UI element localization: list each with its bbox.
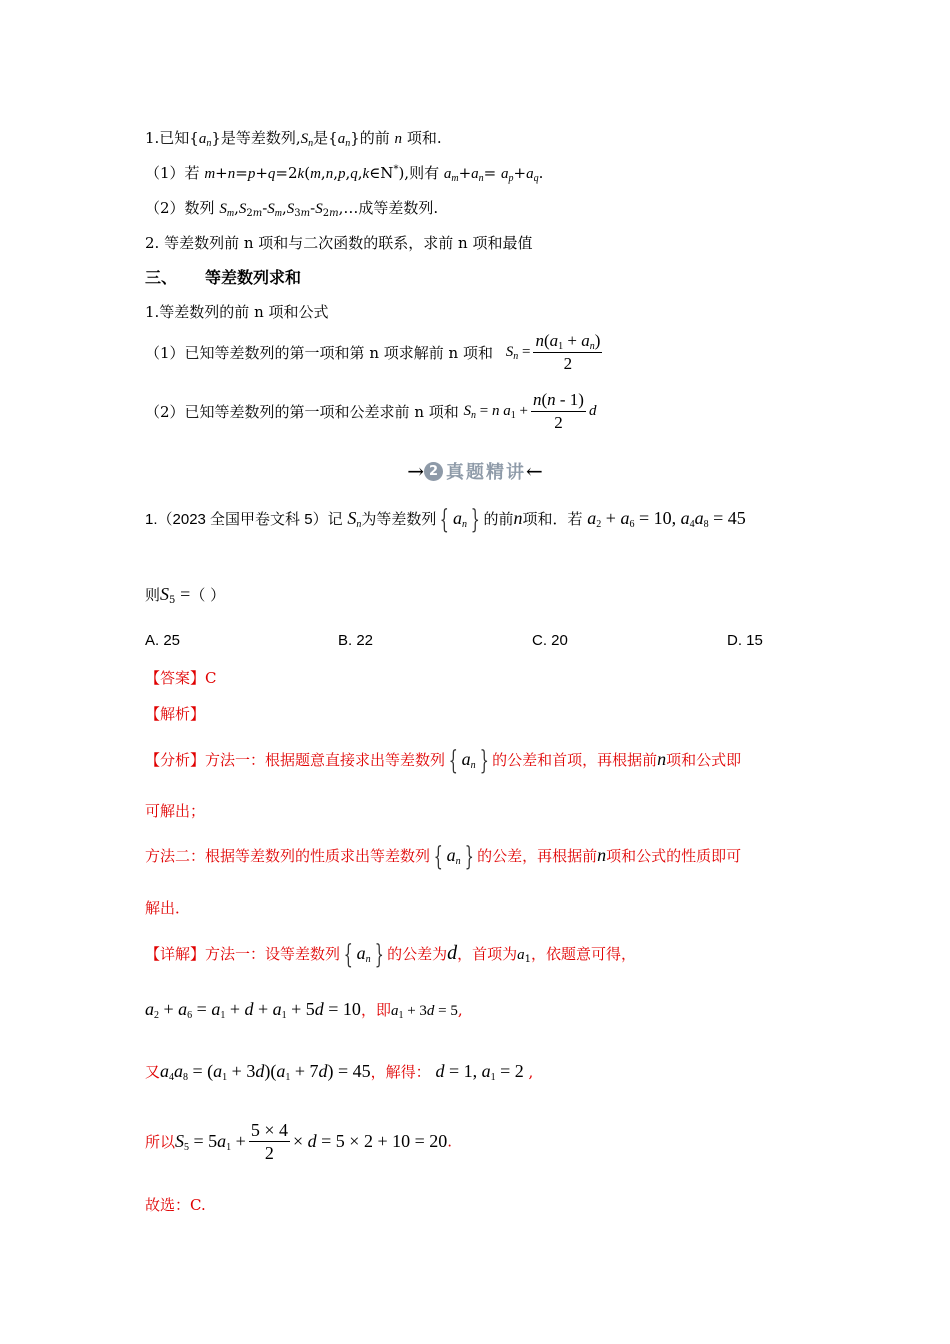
- option-d: D. 15: [727, 632, 763, 649]
- intro-sub-1: （1）若 m+n=p+q=2k(m,n,p,q,k∈N*),则有 $a_m+a_n= a_p+a_q$.: [145, 164, 544, 184]
- fenxi-line-1: 【分析】方法一：根据题意直接求出等差数列 { $a_n$ } 的公差和首项，再根据前n项和公式即: [145, 746, 742, 776]
- option-a: A. 25: [145, 632, 181, 649]
- analysis-label: 【解析】: [145, 705, 206, 723]
- formula-1: （1）已知等差数列的第一项和第 n 项求解前 n 项和 $S_n$ = $\frac{n(a_1 + a_n)}{2}$: [145, 331, 601, 373]
- fenxi-line-2: 可解出；: [145, 802, 206, 820]
- option-b: B. 22: [338, 632, 374, 649]
- option-c: C. 20: [532, 632, 568, 649]
- question-tail: 则$S_5$ =（ ）: [145, 584, 226, 606]
- intro-sub-2: （2）数列 $S_m,S_{2m}-S_m,S_{3m}-S_{2m},\dots$成等差数列.: [145, 199, 439, 219]
- number-badge: 2: [424, 462, 443, 481]
- section-sub-title: 1.等差数列的前 n 项和公式: [145, 303, 329, 321]
- equation-2: 又$a_4a_8 = (a_1 + 3d)(a_1 + 7d) = 45$，解得： d = 1, $a_1 = 2$ ,: [145, 1061, 534, 1083]
- detail-line-1: 【详解】方法一：设等差数列 { $a_n$ } 的公差为d，首项为$a_1$，依题意可得，: [145, 940, 637, 970]
- formula-2: （2）已知等差数列的第一项和公差求前 n 项和 $S_n = n$ $a_1$ + $\frac{n(n - 1)}{2}$ d: [145, 390, 597, 432]
- intro-line-1: 1.已知$\{a_n\}$是等差数列$,S_n$是$\{a_n\}$的前 n 项和.: [145, 129, 442, 149]
- question-stem: 1.（2023 全国甲卷文科 5）记 $S_n$为等差数列 { $a_n$ } 的前n项和．若 $a_2 + a_6 = 10$, $a_4a_8 = 45$: [145, 505, 746, 535]
- equation-1: $a_2 + a_6 = a_1 + d + a_1 + 5d = 10$，即$a_1 + 3d = 5$,: [145, 999, 463, 1021]
- intro-line-2: 2. 等差数列前 n 项和与二次函数的联系，求前 n 项和最值: [145, 234, 533, 252]
- fenxi-line-3: 方法二：根据等差数列的性质求出等差数列 { $a_n$ } 的公差，再根据前n项和公式的性质即可: [145, 842, 742, 872]
- equation-3: 所以$S_5 = 5a_1$ + $\frac{5 \times 4}{2}$ × d = 5 × 2 + 10 = 20.: [145, 1120, 453, 1163]
- section-banner: → 2 真题精讲←: [407, 459, 543, 483]
- section-heading: 三、 等差数列求和: [145, 268, 302, 287]
- answer-label: 【答案】C: [145, 669, 217, 687]
- final-choice: 故选：C.: [145, 1196, 206, 1214]
- fenxi-line-4: 解出．: [145, 899, 191, 917]
